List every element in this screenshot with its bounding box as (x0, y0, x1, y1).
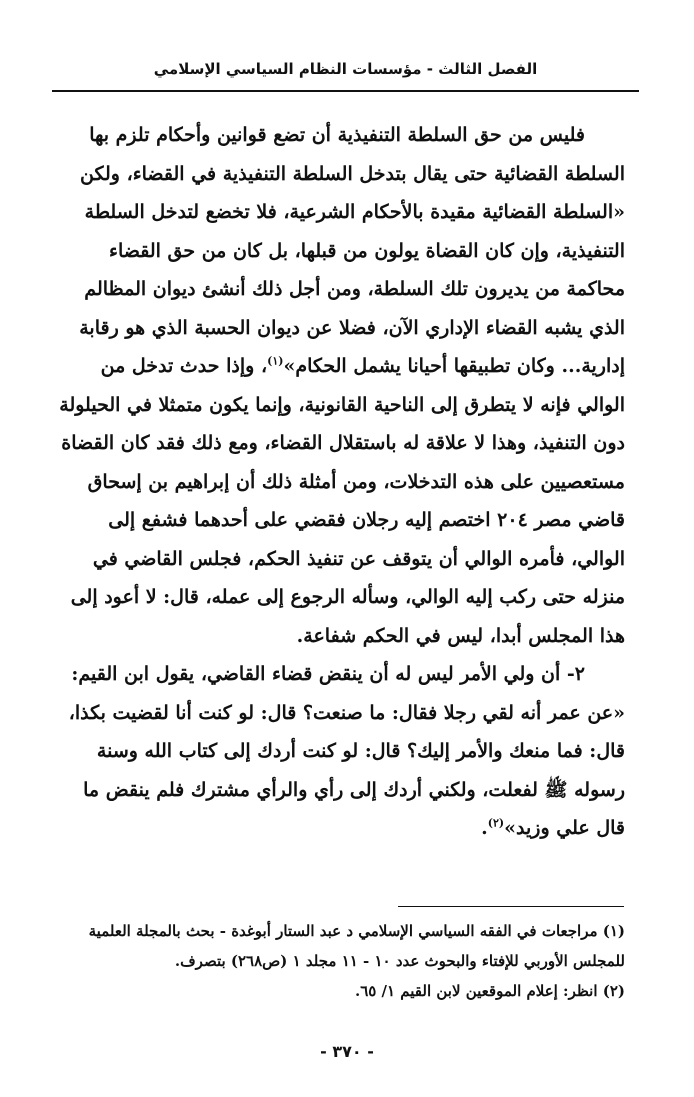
paragraph-1-text-a: فليس من حق السلطة التنفيذية أن تضع قوانين وأحكام تلزم بها السلطة القضائية حتى يقال بتدخل السلطة التنفيذية في القضاء، ولكن «السلطة القضائية مقيدة بالأحكام الشرعية، فلا تخضع لتدخل السلطة التنفيذية، وإن كان القضاة يولون من قبلها، بل كان من حق القضاء محاكمة من يديرون تلك السلطة، ومن أجل ذلك أنشئ ديوان المظالم الذي يشبه القضاء الإداري الآن، فضلا عن ديوان الحسبة الذي هو رقابة إدارية... وكان تطبيقها أحيانا يشمل الحكام» (79, 124, 625, 377)
footnote-divider (398, 906, 624, 907)
paragraph-1 (52, 116, 625, 655)
footnote-ref-2: (٢) (487, 816, 505, 830)
running-header (52, 56, 639, 92)
footnote-2: (٢) انظر: إعلام الموقعين لابن القيم ١/ ٦٥. (354, 982, 625, 1000)
footnote-1: (١) مراجعات في الفقه السياسي الإسلامي د عبد الستار أبوغدة - بحث بالمجلة العلمية للمجلس الأوربي للإفتاء والبحوث عدد ١٠ - ١١ مجلد ١ (ص٢٦٨) بتصرف. (88, 922, 625, 970)
paragraph-3-text: «عن عمر أنه لقي رجلا فقال: ما صنعت؟ قال: لو كنت أنا لقضيت بكذا، قال: فما منعك والأمر إليك؟ قال: لو كنت أردك إلى كتاب الله وسنة رسوله ﷺ لفعلت، ولكني أردك إلى رأي والرأي مشترك فلم ينقض ما قال علي وزيد» (68, 701, 625, 839)
paragraph-3-end: . (481, 817, 488, 839)
paragraph-3 (52, 694, 625, 848)
header-divider (52, 90, 639, 92)
chapter-title: الفصل الثالث - مؤسسات النظام السياسي الإسلامي (153, 60, 538, 78)
paragraph-2: ٢- أن ولي الأمر ليس له أن ينقض قضاء القاضي، يقول ابن القيم: (71, 663, 585, 685)
footnotes (52, 916, 625, 1006)
page-number: - ٣٧٠ - (320, 1042, 374, 1061)
paragraph-1-text-b: ، وإذا حدث تدخل من الوالي فإنه لا يتطرق إلى الناحية القانونية، وإنما يكون متمثلا في الحيلولة دون التنفيذ، وهذا لا علاقة له باستقلال القضاء، ومع ذلك فقد كان القضاة مستعصيين على هذه التدخلات، ومن أمثلة ذلك أن إبراهيم بن إسحاق قاضي مصر ٢٠٤ اختصم إليه رجلان فقضي على أحدهما فشفع إلى الوالي، فأمره الوالي أن يتوقف عن تنفيذ الحكم، فجلس القاضي في منزله حتى ركب إليه الوالي، وسأله الرجوع إلى عمله، قال: لا أعود إلى هذا المجلس أبدا، ليس في الحكم شفاعة. (59, 355, 625, 647)
main-text (52, 116, 625, 848)
footnote-ref-1: (١) (267, 354, 284, 368)
